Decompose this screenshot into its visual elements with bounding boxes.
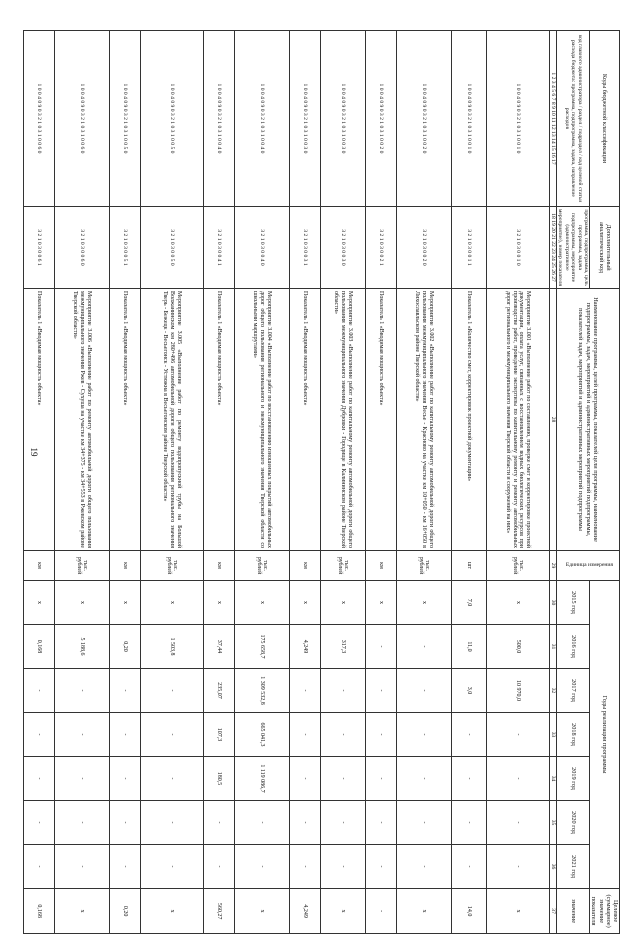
table-row	[365, 31, 396, 934]
row-2020: -	[203, 801, 234, 845]
row-codes: 1 0 0 4 0 9 0 3 2 1 0 3 1 0 0 3 0	[320, 31, 365, 207]
row-2021: -	[140, 845, 203, 889]
row-2017: -	[23, 669, 54, 713]
row-codes: 1 0 0 4 0 9 0 3 2 1 0 3 1 0 0 6 0	[54, 31, 109, 207]
row-2018: -	[451, 713, 486, 757]
row-2020: -	[109, 801, 140, 845]
row-2016: -	[396, 625, 451, 669]
table-row	[140, 31, 203, 934]
row-analytic: 3 2 1 0 3 0 0 2 0	[396, 207, 451, 289]
row-2018: 107,3	[203, 713, 234, 757]
row-2021: -	[451, 845, 486, 889]
row-name: Мероприятие 3.005 «Выполнение работ по ремонту водопропускной трубы на Большой Волжанинском км 280+496 автомобильной дороги общего пользования регионального значения Тверь - Бежецк - Весьегонск - Устюжна в Весьегонском районе Тверской области»	[140, 289, 203, 551]
header-2015: 2015 год	[556, 581, 589, 625]
row-unit: шт	[451, 551, 486, 581]
table-row	[451, 31, 486, 934]
header-years: Годы реализации программы	[590, 581, 620, 889]
row-2016: 1 503,8	[140, 625, 203, 669]
header-an-index: номер показателя	[557, 244, 564, 287]
row-2020: -	[486, 801, 549, 845]
row-2016: 0,20	[109, 625, 140, 669]
row-codes: 1 0 0 4 0 9 0 3 2 1 0 3 1 0 0 2 0	[365, 31, 396, 207]
row-2020: -	[234, 801, 289, 845]
row-2018: -	[54, 713, 109, 757]
column-number: 32	[549, 669, 556, 713]
row-target: 560,27	[203, 889, 234, 934]
row-2019: -	[140, 757, 203, 801]
row-2016: 4,249	[289, 625, 320, 669]
row-2017: -	[140, 669, 203, 713]
row-target: х	[320, 889, 365, 934]
row-name: Мероприятие 3.002 «Выполнение работ по капитальному ремонту автомобильной дороги общего пользования межмуниципального значения Весье - Красново на участке км 10+050 - км 16+050 в Лихославльском районе Тверской области»	[396, 289, 451, 551]
row-2017: -	[320, 669, 365, 713]
column-number: 30	[549, 581, 556, 625]
row-2017: -	[289, 669, 320, 713]
header-2016: 2016 год	[556, 625, 589, 669]
row-2021: -	[23, 845, 54, 889]
row-2015: х	[234, 581, 289, 625]
row-2017: 235,07	[203, 669, 234, 713]
row-name: Показатель 1 «Вводимая мощность объекта»	[109, 289, 140, 551]
row-target: х	[140, 889, 203, 934]
header-section: раздел	[576, 108, 583, 125]
row-codes: 1 0 0 4 0 9 0 3 2 1 0 3 1 0 0 4 0	[203, 31, 234, 207]
row-unit: км	[23, 551, 54, 581]
row-name: Мероприятие 3.006 «Выполнение работ по ремонту автомобильной дороги общего пользования межмуниципального значения Ржев - Сухуша на участке км 34+375 - км 34+553 в Ржевском районе Тверской области»	[54, 289, 109, 551]
row-2018: -	[365, 713, 396, 757]
row-2021: -	[234, 845, 289, 889]
row-2021: -	[203, 845, 234, 889]
table-row	[203, 31, 234, 934]
column-numbers-analytic: 18 19 20 21 22 23 24 25 26 27	[549, 207, 556, 289]
column-number: 36	[549, 845, 556, 889]
row-unit: тыс. рублей	[320, 551, 365, 581]
row-target: 14,0	[451, 889, 486, 934]
column-number: 34	[549, 757, 556, 801]
row-name: Мероприятие 3.003 «Выполнение работ по капитальному ремонту автомобильной дороги общего пользования межмуниципального значения Дубровки - Городище в Калининском районе Тверской области»	[320, 289, 365, 551]
table-row	[109, 31, 140, 934]
row-2020: -	[54, 801, 109, 845]
row-analytic: 3 2 1 0 3 0 0 3 0	[320, 207, 365, 289]
table-row	[23, 31, 54, 934]
row-2015: х	[54, 581, 109, 625]
row-2019: -	[109, 757, 140, 801]
row-name: Показатель 1 «Вводимая мощность объекта»	[365, 289, 396, 551]
header-2019: 2019 год	[556, 757, 589, 801]
program-table	[23, 30, 620, 934]
row-analytic: 3 2 1 0 3 0 0 6 0	[54, 207, 109, 289]
row-2019: 180,5	[203, 757, 234, 801]
row-codes: 1 0 0 4 0 9 0 3 2 1 0 3 1 0 0 1 0	[486, 31, 549, 207]
row-analytic: 3 2 1 0 3 0 0 5 0	[140, 207, 203, 289]
table-viewport	[35, 30, 620, 928]
row-target: 0,20	[109, 889, 140, 934]
row-2019: -	[320, 757, 365, 801]
row-2019: -	[486, 757, 549, 801]
row-target: -	[365, 889, 396, 934]
row-2019: -	[23, 757, 54, 801]
row-unit: тыс. рублей	[54, 551, 109, 581]
header-admin-code: код главного администратора	[576, 34, 583, 105]
row-2017: -	[109, 669, 140, 713]
row-2021: -	[365, 845, 396, 889]
header-unit: Единица измерения	[556, 551, 619, 581]
row-2020: -	[289, 801, 320, 845]
row-2016: 500,0	[486, 625, 549, 669]
row-2016: 317,3	[320, 625, 365, 669]
row-codes: 1 0 0 4 0 9 0 3 2 1 0 3 1 0 0 5 0	[140, 31, 203, 207]
row-2015: х	[289, 581, 320, 625]
column-number: 31	[549, 625, 556, 669]
row-2017: 10 970,0	[486, 669, 549, 713]
row-2021: -	[486, 845, 549, 889]
header-program: программа	[570, 83, 577, 110]
row-analytic: 3 2 1 0 3 0 0 2 1	[365, 207, 396, 289]
row-2021: -	[320, 845, 365, 889]
row-2016: 5 188,6	[54, 625, 109, 669]
row-name: Показатель 1 «Вводимая мощность объекта»	[23, 289, 54, 551]
table-row	[54, 31, 109, 934]
table-row	[396, 31, 451, 934]
header-target-value: значение	[556, 889, 589, 934]
row-2017: 3,0	[451, 669, 486, 713]
row-unit: тыс. рублей	[140, 551, 203, 581]
header-an-measure: задача подпрограммы	[570, 212, 583, 270]
row-2018: -	[109, 713, 140, 757]
row-codes: 1 0 0 4 0 9 0 3 2 1 0 3 1 0 0 4 0	[234, 31, 289, 207]
row-2020: -	[451, 801, 486, 845]
row-2018: -	[140, 713, 203, 757]
row-2015: х	[365, 581, 396, 625]
row-analytic: 3 2 1 0 3 0 0 1 1	[451, 207, 486, 289]
header-2020: 2020 год	[556, 801, 589, 845]
header-2018: 2018 год	[556, 713, 589, 757]
column-number: 33	[549, 713, 556, 757]
row-target: х	[54, 889, 109, 934]
row-2018: 665 041,3	[234, 713, 289, 757]
row-2018: -	[396, 713, 451, 757]
page-number: 19	[29, 447, 39, 457]
header-2017: 2017 год	[556, 669, 589, 713]
row-unit: тыс. рублей	[234, 551, 289, 581]
column-number: 35	[549, 801, 556, 845]
header-an-subprogram: подпрограмма	[583, 237, 590, 273]
row-2016: 175 658,7	[234, 625, 289, 669]
row-2020: -	[396, 801, 451, 845]
header-task: задача	[570, 149, 577, 165]
row-2019: -	[54, 757, 109, 801]
row-analytic: 3 2 1 0 3 0 0 6 1	[23, 207, 54, 289]
row-2018: -	[320, 713, 365, 757]
row-2020: -	[320, 801, 365, 845]
row-target: х	[486, 889, 549, 934]
row-unit: тыс. рублей	[396, 551, 451, 581]
header-code-parts: код главного администратора / раздел / подраздел / код целевой статьи расхода бюджета: программа, подпрограмма, задача, направление расходов	[556, 31, 589, 207]
row-unit: км	[203, 551, 234, 581]
header-an-event: мероприятие (административное мероприятие)	[557, 208, 577, 283]
row-2017: -	[396, 669, 451, 713]
rotated-page	[35, 30, 620, 928]
row-2015: х	[486, 581, 549, 625]
row-2016: 37,44	[203, 625, 234, 669]
row-codes: 1 0 0 4 0 9 0 3 2 1 0 3 1 0 0 5 0	[109, 31, 140, 207]
row-2021: -	[109, 845, 140, 889]
row-2016: 0,168	[23, 625, 54, 669]
row-name: Показатель 1 «Вводимая мощность объекта»	[289, 289, 320, 551]
row-2018: -	[486, 713, 549, 757]
table-row	[320, 31, 365, 934]
row-2019: 1 119 086,7	[234, 757, 289, 801]
header-target-code: код целевой статьи расхода бюджета	[570, 40, 583, 203]
row-name: Мероприятие 3.004 «Выполнение работ по восстановлению изношенных покрытий автомобильных дорог общего пользования регионального и межмуниципального значения Тверской области со школьными маршрутами»	[234, 289, 289, 551]
row-name: Показатель 1 «Вводимая мощность объекта»	[203, 289, 234, 551]
table-row	[234, 31, 289, 934]
row-unit: км	[365, 551, 396, 581]
row-analytic: 3 2 1 0 3 0 0 5 1	[109, 207, 140, 289]
row-codes: 1 0 0 4 0 9 0 3 2 1 0 3 1 0 0 2 0	[396, 31, 451, 207]
row-codes: 1 0 0 4 0 9 0 3 2 1 0 3 1 0 0 3 0	[289, 31, 320, 207]
row-2020: -	[23, 801, 54, 845]
row-2020: -	[365, 801, 396, 845]
row-2015: 7,0	[451, 581, 486, 625]
row-analytic: 3 2 1 0 3 0 0 4 0	[234, 207, 289, 289]
row-2016: 11,0	[451, 625, 486, 669]
row-2015: х	[23, 581, 54, 625]
row-analytic: 3 2 1 0 3 0 0 3 1	[289, 207, 320, 289]
header-subprogram: подпрограмма	[570, 112, 577, 147]
column-numbers-codes: 1 2 3 4 5 6 7 8 9 10 11 12 13 14 15 16 17	[549, 31, 556, 207]
header-target: Целевое (суммарное) значение показателя	[590, 889, 620, 934]
row-2015: х	[203, 581, 234, 625]
header-2021: 2021 год	[556, 845, 589, 889]
row-2016: -	[365, 625, 396, 669]
header-budget-codes: Коды бюджетной классификации	[590, 31, 620, 207]
row-2015: х	[109, 581, 140, 625]
row-2017: -	[365, 669, 396, 713]
row-2019: -	[365, 757, 396, 801]
row-2015: х	[140, 581, 203, 625]
table-row	[289, 31, 320, 934]
row-target: 0,168	[23, 889, 54, 934]
row-2017: -	[54, 669, 109, 713]
column-number: 29	[549, 551, 556, 581]
row-target: х	[234, 889, 289, 934]
row-unit: км	[109, 551, 140, 581]
row-unit: тыс. рублей	[486, 551, 549, 581]
row-2015: х	[396, 581, 451, 625]
row-codes: 1 0 0 4 0 9 0 3 2 1 0 3 1 0 0 6 0	[23, 31, 54, 207]
row-name: Показатель 1 «Количество смет, корректировок проектной документации»	[451, 289, 486, 551]
row-2021: -	[289, 845, 320, 889]
header-analytic-code: Дополнительный аналитический код	[590, 207, 620, 289]
column-number: 37	[549, 889, 556, 934]
row-target: 4,249	[289, 889, 320, 934]
row-analytic: 3 2 1 0 3 0 0 4 1	[203, 207, 234, 289]
header-an-program: программа	[583, 209, 590, 236]
row-2018: -	[23, 713, 54, 757]
header-subsection: подраздел	[576, 128, 583, 153]
row-2021: -	[396, 845, 451, 889]
row-2018: -	[289, 713, 320, 757]
header-analytic-parts: программа, подпрограмма, цель программы, задача подпрограммы, мероприятие (административное мероприятие), номер показателя	[556, 207, 589, 289]
header-name: Наименование программы, целей программы, показателей цели программы, наименование подпрограммы, задач, мероприятий и административных мероприятий подпрограммы, показателей задач, мероприятий и административных мероприятий подпрограммы	[556, 289, 619, 551]
row-analytic: 3 2 1 0 3 0 0 1 0	[486, 207, 549, 289]
table-row	[486, 31, 549, 934]
row-2019: -	[396, 757, 451, 801]
row-2020: -	[140, 801, 203, 845]
row-2019: -	[451, 757, 486, 801]
header-direction: направление расходов	[563, 107, 577, 197]
row-unit: км	[289, 551, 320, 581]
row-target: х	[396, 889, 451, 934]
header-an-task: цель программы	[576, 225, 590, 286]
row-codes: 1 0 0 4 0 9 0 3 2 1 0 3 1 0 0 1 0	[451, 31, 486, 207]
row-2021: -	[54, 845, 109, 889]
column-number: 28	[549, 289, 556, 551]
row-2015: х	[320, 581, 365, 625]
row-2019: -	[289, 757, 320, 801]
row-2017: 1 309 532,8	[234, 669, 289, 713]
row-name: Мероприятие 3.001 «Выполнение работ по составлению, проверке смет и корректировке проектной документации, оплата услуг, связанных с восстановлением водных биологических ресурсов при производстве работ, проведение экспертизы по капитальному ремонту и ремонту автомобильных дорог регионального и межмуниципального значения Тверской области и сооружений на них»	[486, 289, 549, 551]
